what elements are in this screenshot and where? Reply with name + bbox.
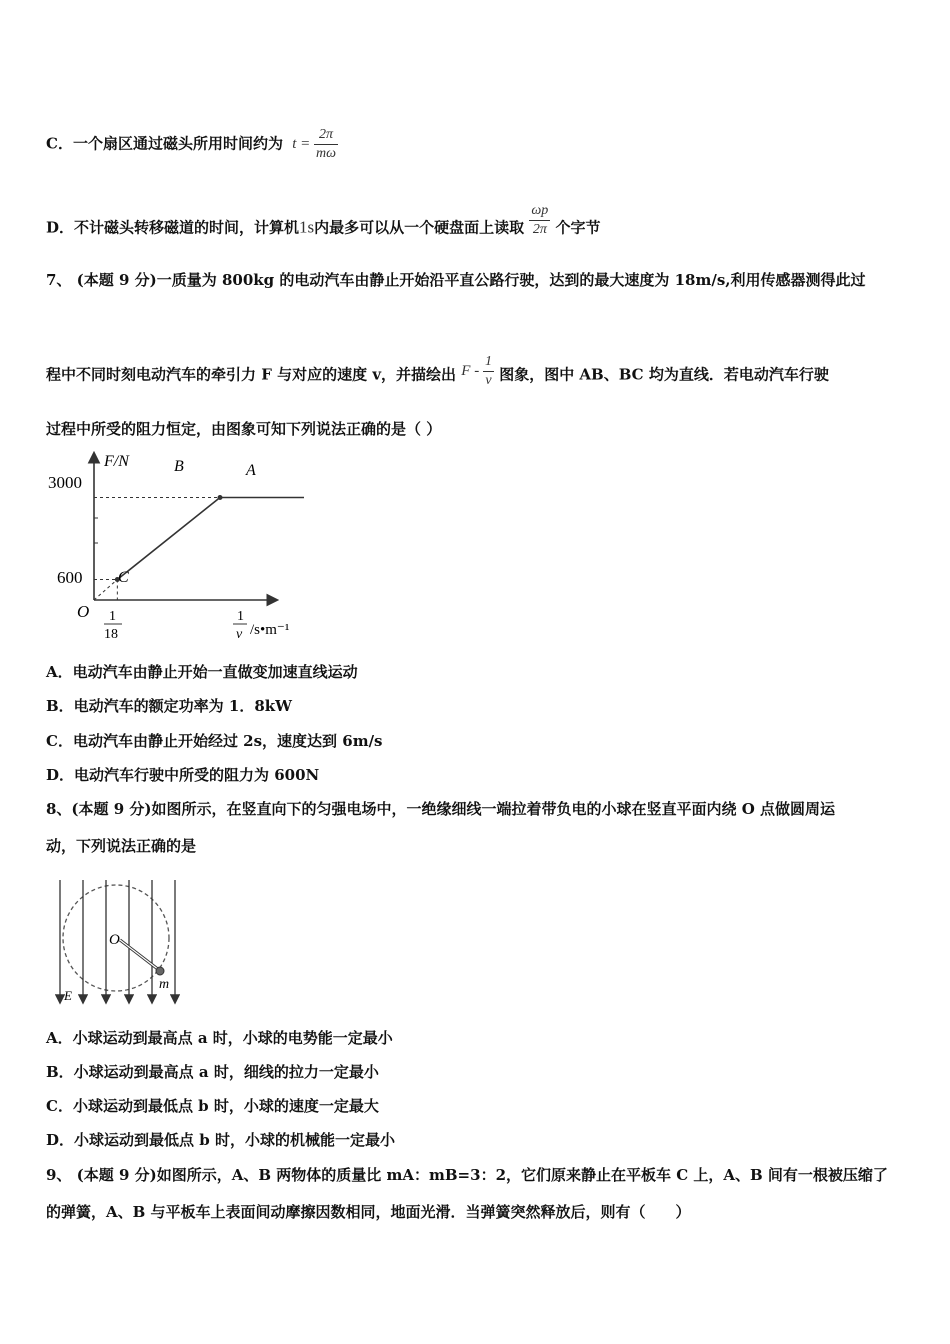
formula-fraction	[314, 126, 338, 163]
q6-option-d	[46, 203, 601, 247]
q7-stem-line2-before: 程中不同时刻电动汽车的牵引力 F 与对应的速度 v，并描绘出	[46, 365, 457, 384]
q6-option-c-formula	[292, 126, 338, 163]
q6-option-d-text-mid: 内最多可以从一个硬盘面上读取	[314, 218, 525, 237]
ball	[156, 967, 164, 975]
label-a: A	[246, 462, 256, 479]
q8-stem-line2: 动，下列说法正确的是	[46, 837, 197, 855]
q7-option-b: B．电动汽车的额定功率为 1．8kW	[46, 697, 293, 715]
label-c: C	[118, 569, 129, 586]
segment-cb	[117, 498, 220, 580]
q7-option-d: D．电动汽车行驶中所受的阻力为 600N	[46, 766, 320, 784]
q9-stem-line1: 9、 (本题 9 分)如图所示，A、B 两物体的质量比 mA：mB=3：2，它们原来静止在平板车 C 上，A、B 间有一根被压缩了	[46, 1166, 888, 1184]
formula-fraction	[483, 353, 494, 390]
q6-option-c-text: C．一个扇区通过磁头所用时间约为	[46, 134, 283, 153]
x-axis-label-den: v	[236, 627, 243, 642]
tick-label-3000: 3000	[48, 473, 82, 492]
string-inner	[120, 940, 159, 970]
q8-option-d: D．小球运动到最低点 b 时，小球的机械能一定最小	[46, 1131, 395, 1149]
x-axis-label-unit: /s•m⁻¹	[250, 622, 290, 638]
fraction-numerator: 2π	[314, 126, 338, 145]
fraction-denominator: v	[485, 373, 492, 388]
formula-lhs: t =	[292, 135, 311, 152]
q8-option-b: B．小球运动到最高点 a 时，细线的拉力一定最小	[46, 1063, 379, 1081]
q6-option-d-formula	[529, 202, 550, 239]
point-b-dot	[218, 495, 223, 500]
q8-option-a: A．小球运动到最高点 a 时，小球的电势能一定最小	[46, 1029, 393, 1047]
origin-label: O	[77, 602, 90, 621]
fraction-numerator: ωp	[529, 202, 550, 221]
q7-option-c: C．电动汽车由静止开始经过 2s，速度达到 6m/s	[46, 732, 383, 750]
x-tick-label-num: 1	[109, 609, 116, 624]
q8-stem-line1: 8、(本题 9 分)如图所示，在竖直向下的匀强电场中，一绝缘细线一端拉着带负电的小球在竖直平面内绕 O 点做圆周运	[46, 800, 836, 818]
fraction-denominator: 2π	[532, 222, 547, 237]
q6-option-d-text-before: D．不计磁头转移磁道的时间，计算机	[46, 218, 300, 237]
guide-origin-c	[94, 580, 117, 601]
field-label: E	[64, 988, 72, 1003]
ball-label: m	[159, 977, 170, 992]
q7-stem-line3: 过程中所受的阻力恒定，由图象可知下列说法正确的是（ ）	[46, 420, 442, 438]
q7-option-a: A．电动汽车由静止开始一直做变加速直线运动	[46, 663, 358, 681]
q7-stem-line2-after: 图象，图中 AB、BC 均为直线．若电动汽车行驶	[499, 365, 829, 384]
q7-stem-line1: 7、 (本题 9 分)一质量为 800kg 的电动汽车由静止开始沿平直公路行驶，达到的最大速度为 18m/s,利用传感器测得此过	[46, 271, 866, 289]
formula-f: F -	[461, 362, 480, 379]
q9-stem-line2: 的弹簧，A、B 与平板车上表面间动摩擦因数相同，地面光滑．当弹簧突然释放后，则有（ ）	[46, 1203, 691, 1221]
fraction-numerator: 1	[483, 353, 494, 372]
q7-stem-line2	[46, 354, 829, 394]
q7-formula	[461, 353, 494, 390]
q8-figure	[48, 878, 188, 1008]
label-b: B	[174, 458, 184, 475]
q6-option-d-unit: 1s	[299, 217, 315, 237]
fraction-denominator: mω	[315, 146, 336, 161]
x-axis-label-num: 1	[237, 609, 244, 624]
q6-option-c	[46, 126, 338, 163]
tick-label-600: 600	[57, 568, 83, 587]
y-axis-label: F/N	[104, 453, 129, 470]
q8-option-c: C．小球运动到最低点 b 时，小球的速度一定最大	[46, 1097, 379, 1115]
x-tick-label-den: 18	[104, 627, 118, 642]
q6-option-d-text-after: 个字节	[555, 218, 601, 237]
q7-graph	[40, 448, 320, 648]
center-label: O	[109, 932, 120, 948]
